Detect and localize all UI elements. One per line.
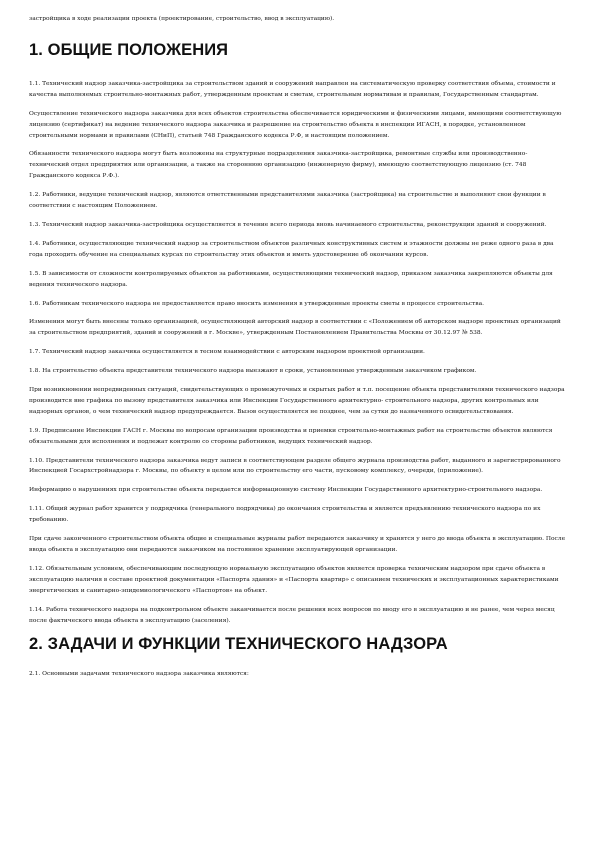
section-1-body [29, 79, 569, 627]
section-2-heading: 2. ЗАДАЧИ И ФУНКЦИИ ТЕХНИЧЕСКОГО НАДЗОРА [29, 635, 448, 654]
paragraph-1-7: 1.7. Технический надзор заказчика осуществляется в тесном взаимодействии с авторским надзором проектной организации. [29, 349, 425, 356]
paragraph-1-1: 1.1. Технический надзор заказчика-застройщика за строительством зданий и сооружений направлен на систематическую проверку соответствия объема, стоимости и качества выполняемых строительно-монтажных работ, утвержденным проектам и сметам, строительным нормативам и правилам, Государственным стандартам. [29, 80, 556, 98]
section-1-heading: 1. ОБЩИЕ ПОЛОЖЕНИЯ [29, 40, 229, 59]
paragraph-1-5: 1.5. В зависимости от сложности контролируемых объектов за работниками, осуществляющими технический надзор, приказом заказчика закрепляются объекты для ведения технического надзора. [29, 270, 553, 288]
paragraph-1-12: 1.12. Обязательным условием, обеспечивающим последующую нормальную эксплуатацию объектов является проверка техническим надзором при сдаче объекта в эксплуатацию наличия в составе проектной документации «Паспорта здания» и «Паспорта квартир» с описанием технических и эксплуатационных характеристиками энергетических и санитарно-эпидемиологического «Паспортов» на объект. [29, 565, 559, 594]
paragraph-1-3: 1.3. Технический надзор заказчика-застройщика осуществляется в течение всего периода вновь начинаемого строительства, реконструкции зданий и сооружений. [29, 221, 547, 228]
section-2-body [29, 669, 569, 680]
paragraph-1-14: 1.14. Работа технического надзора на подконтрольном объекте заканчивается после решения всех вопросов по вводу его в эксплуатацию и не ранее, чем через месяц после фактического ввода объекта в эксплуатацию (заселения). [29, 606, 555, 624]
paragraph-1-8-a: При возникновении непредвиденных ситуаций, свидетельствующих о промежуточных и скрытых работ и т.п. посещение объекта представителями технического надзора производится вне графика по вызову представителя заказчика или Инспекции Государственного архитектурно- строительного надзора, других контрольных или надзорных органов, о чем технический надзор предупреждается. Вызов осуществляется не позднее, чем за сутки до назначенного освидетельствования. [29, 387, 565, 415]
paragraph-1-10-a: Информацию о нарушениях при строительстве объекта передается информационную систему Инспекции Государственного архитектурно-строительного надзора. [29, 487, 543, 494]
paragraph-1-6-a: Изменения могут быть внесены только организацией, осуществляющей авторский надзор в соответствии с «Положением об авторском надзоре проектных организаций за строительством предприятий, зданий и сооружений в г. Москве», утвержденным Постановлением Правительства Москвы от 30.12.97 № 538. [29, 319, 561, 337]
paragraph-1-10: 1.10. Представители технического надзора заказчика ведут записи в соответствующем разделе общего журнала производства работ, выданного и зарегистрированного Инспекцией Госархстройнадзора г. Москвы, по объекту в целом или по строительству его части, пусковому комплексу, очереди, (приложение). [29, 457, 561, 475]
paragraph-1-9: 1.9. Предписание Инспекции ГАСН г. Москвы по вопросам организации производства и приемки строительно-монтажных работ на строительстве объектов являются обязательными для исполнения и подлежат контролю со стороны работников, ведущих технический надзор. [29, 427, 553, 445]
lead-fragment: застройщика в ходе реализации проекта (проектирование, строительство, ввод в эксплуатацию). [29, 16, 335, 22]
paragraph-1-11: 1.11. Общий журнал работ хранится у подрядчика (генерального подрядчика) до окончания строительства и является предъявлению технического надзора по их требованию. [29, 506, 541, 524]
paragraph-1-2: 1.2. Работники, ведущие технический надзор, являются ответственными представителями заказчика (застройщика) на строительстве и выполняют свои функции в соответствии с настоящим Положением. [29, 192, 546, 210]
paragraph-1-11-a: При сдаче законченного строительством объекта общие и специальные журналы работ передаются заказчику и хранятся у него до ввода объекта в эксплуатацию. После ввода объекта в эксплуатацию они передаются заказчиком на постоянное хранение эксплуатирующей организации. [29, 536, 566, 553]
paragraph-1-1-b: Обязанности технического надзора могут быть возложены на структурные подразделения заказчика-застройщика, ремонтные службы или производственно- технический отдел предприятия или организации, а также на стороннюю организацию (инженерную фирму), имеющую соответствующую лицензию (ст. 748 Гражданского кодекса Р.Ф.). [29, 151, 528, 180]
paragraph-1-6: 1.6. Работникам технического надзора не предоставляется право вносить изменения в утвержденные проекты сметы в процессе строительства. [29, 300, 484, 307]
document-page [29, 0, 569, 688]
paragraph-1-4: 1.4. Работники, осуществляющие технический надзор за строительством объектов различных конструктивных систем и этажности должны не реже одного раза в два года проходить обучение на специальных курсах по строительству этих объектов и иметь удостоверение об окончании курсов. [29, 240, 554, 258]
paragraph-1-1-a: Осуществление технического надзора заказчика для всех объектов строительства обеспечивается юридическими и физическими лицами, имеющими соответствующую лицензию (сертификат) на ведение технического надзора заказчика и разрешение на строительство объекта в инспекции ИГАСН, в порядке, установленном строительными нормами и правилами (СНиП), статьей 748 Гражданского кодекса Р.Ф, и настоящим положением. [29, 110, 562, 139]
paragraph-1-8: 1.8. На строительство объекта представители технического надзора выезжают в сроки, установленные утвержденным заказчиком графиком. [29, 368, 477, 375]
paragraph-2-1: 2.1. Основными задачами технического надзора заказчика являются: [29, 671, 249, 678]
